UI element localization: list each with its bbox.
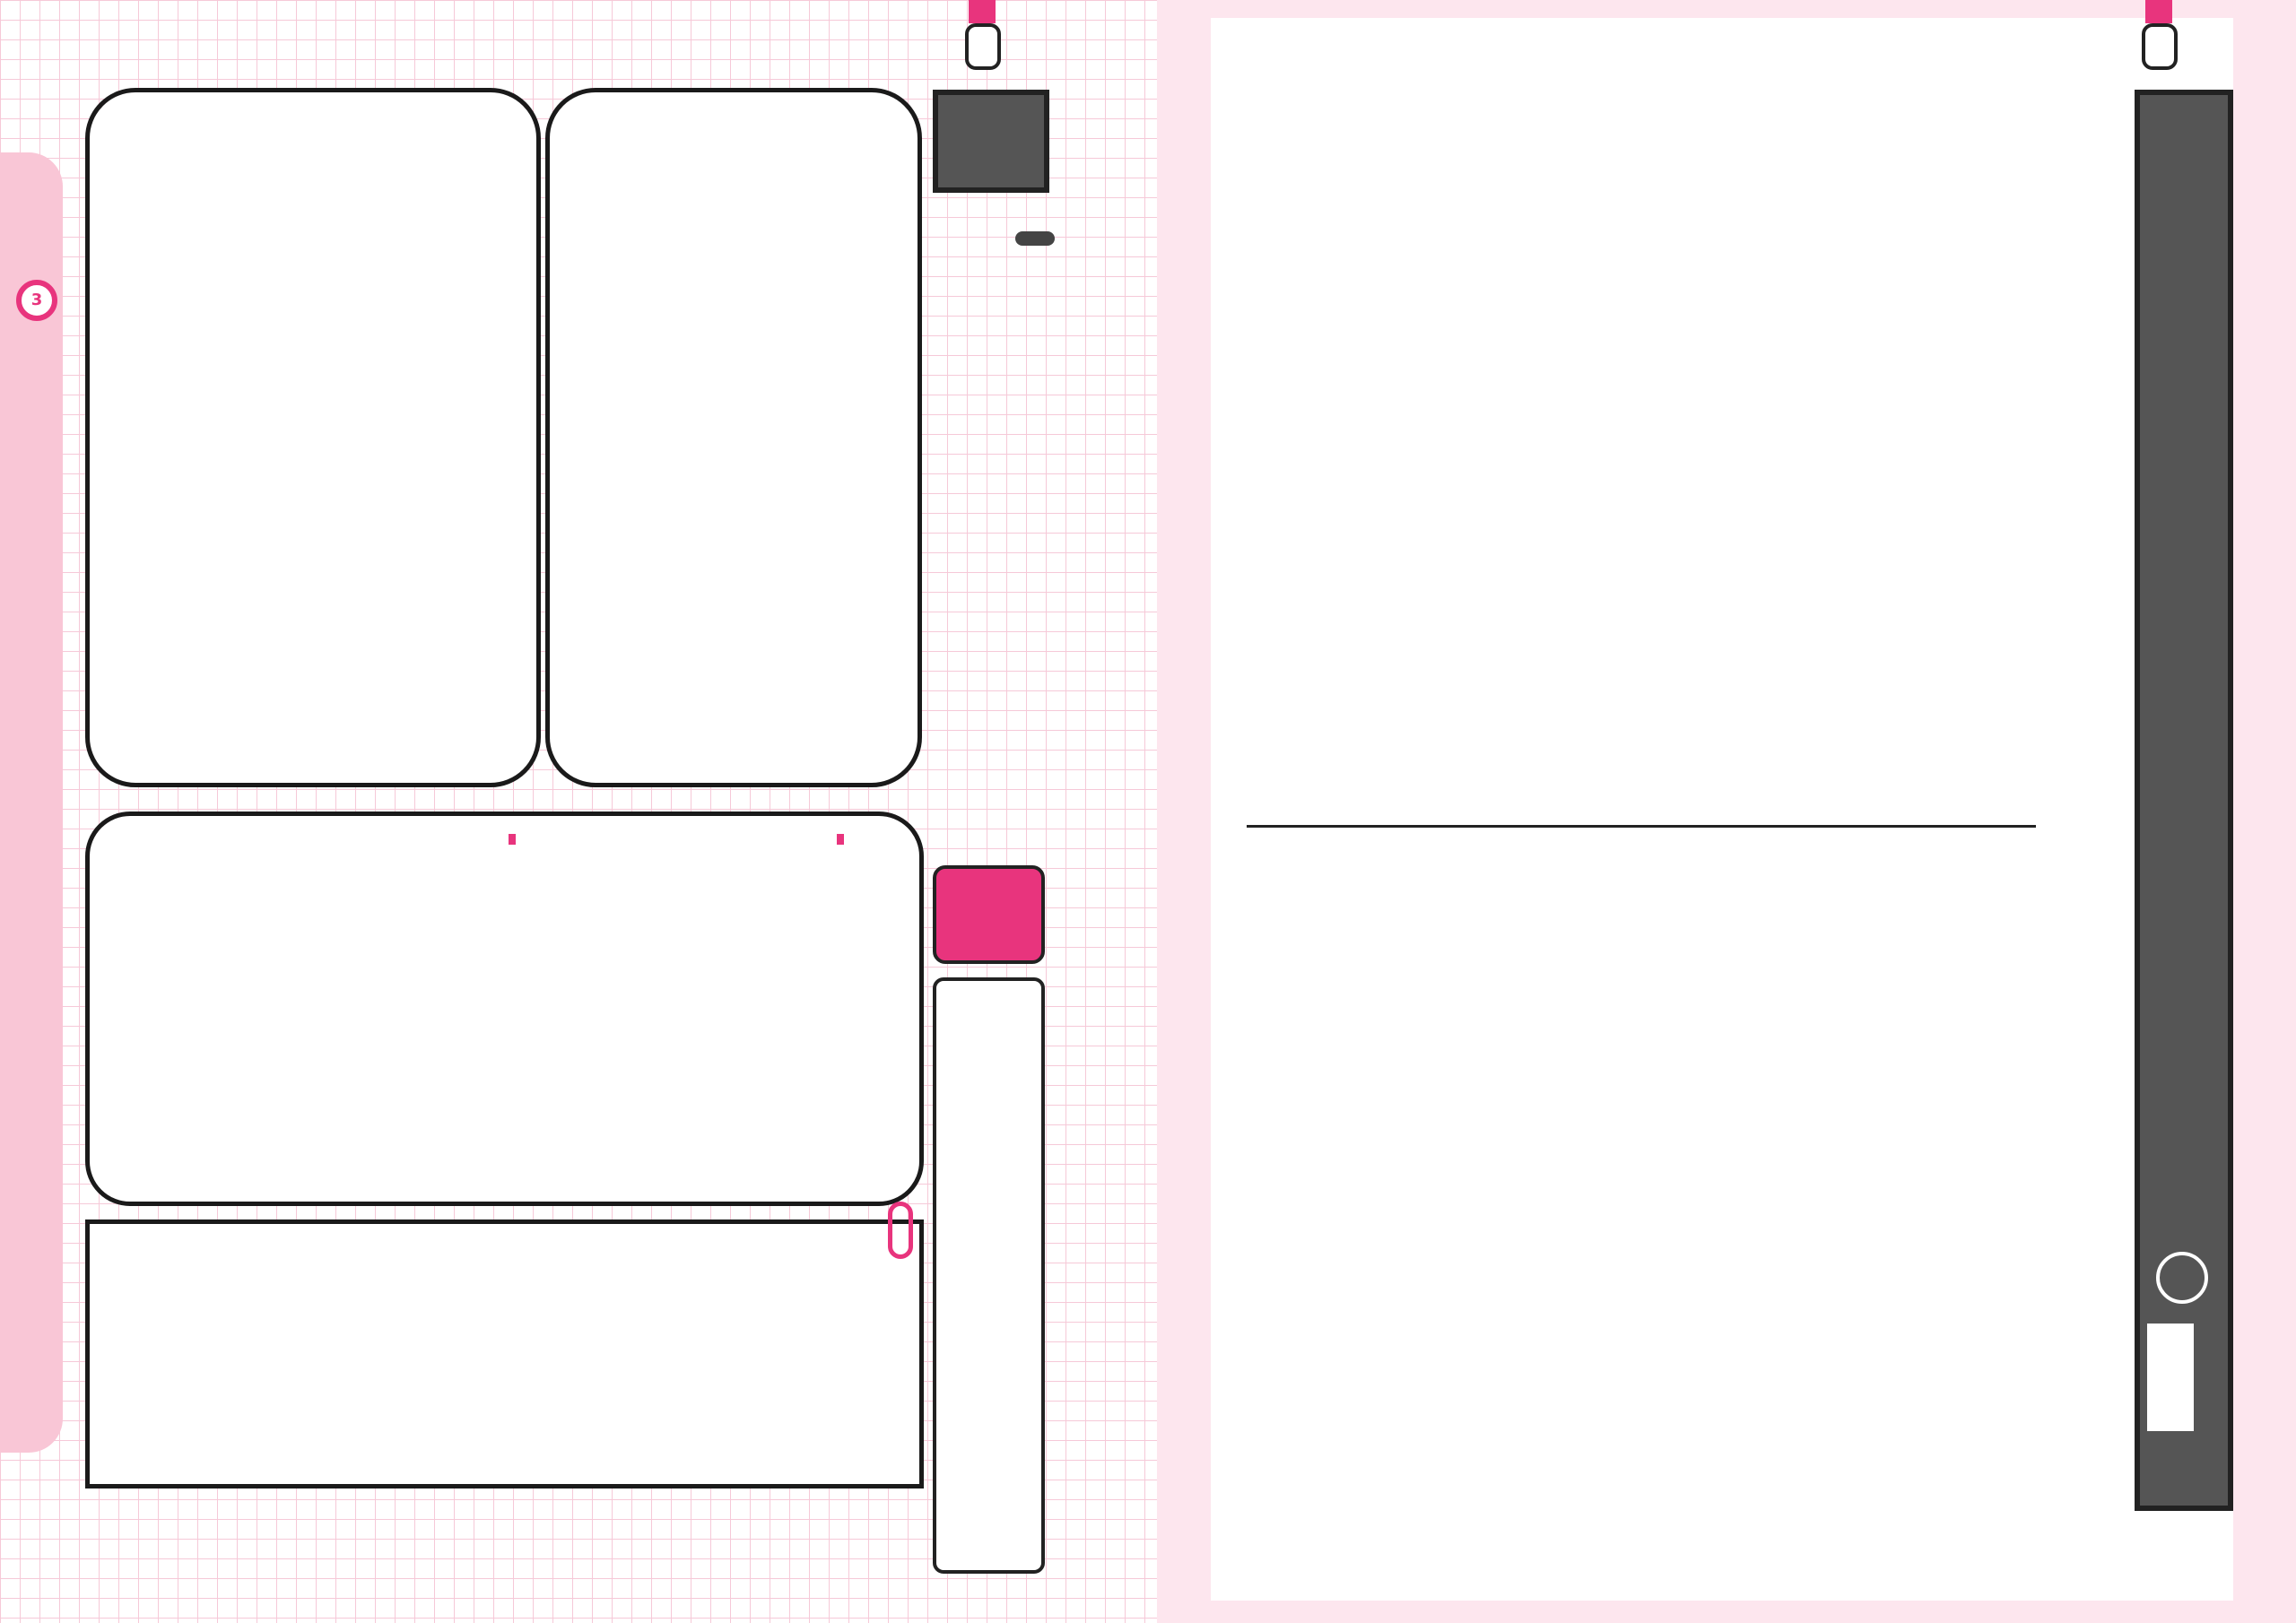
up-section-box — [85, 812, 924, 1206]
section2-box — [85, 88, 541, 787]
timer-icon — [2156, 1252, 2208, 1304]
up-sub2 — [509, 834, 516, 845]
title-bar — [2135, 90, 2233, 1511]
horizontal-divider — [1247, 825, 2036, 828]
quick-check-box — [85, 1219, 924, 1488]
up-sub1 — [837, 834, 844, 845]
right-page — [1157, 0, 2296, 1623]
chapter-badge — [933, 90, 1049, 193]
category-label — [1015, 231, 1055, 246]
time-input[interactable] — [2147, 1324, 2194, 1431]
side-index-tabs — [0, 152, 63, 1453]
top3-badge — [933, 865, 1045, 964]
magnifier-icon: 3 — [16, 280, 57, 321]
section1-box — [545, 88, 922, 787]
pointing-hand-icon-2 — [2135, 0, 2188, 81]
pointing-hand-icon — [958, 0, 1012, 81]
right-sheet — [1211, 18, 2233, 1601]
top3-panel — [933, 977, 1045, 1574]
paperclip-icon — [888, 1202, 913, 1259]
